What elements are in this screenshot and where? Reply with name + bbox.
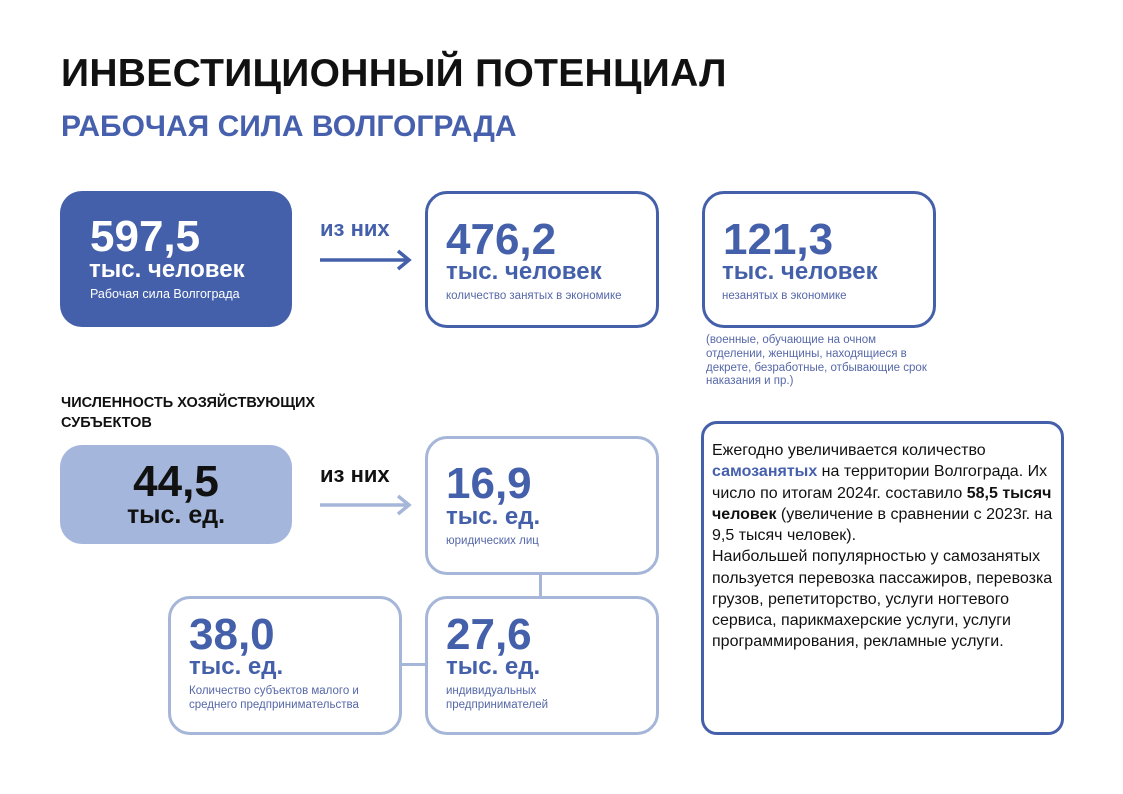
arrow-right-icon [318,493,414,517]
workforce-employed-value: 476,2 [446,215,557,264]
entities-legal-label: юридических лиц [446,535,539,547]
entities-individual-unit: тыс. ед. [446,653,541,680]
entities-section-title: ЧИСЛЕННОСТЬ ХОЗЯЙСТВУЮЩИХ СУБЪЕКТОВ [61,395,316,431]
arrow-right-icon [318,248,414,272]
workforce-unemployed-value: 121,3 [723,215,834,264]
page-subtitle: РАБОЧАЯ СИЛА ВОЛГОГРАДА [61,110,517,143]
self-employed-paragraph-2: Наибольшей популярностью у самозанятых пользуется перевозка пассажиров, перевозка грузов, репетиторство, услуги ногтевого сервиса, парикмахерские услуги, услуги программирования, рекламные услуги. [712,548,1053,651]
workforce-arrow-label: из них [320,216,390,241]
entities-individual-label: индивидуальных предпринимателей [446,685,549,711]
entities-legal-card [425,436,659,575]
self-employed-count: 58,5 тысяч человек [712,484,1052,523]
self-employed-highlight: самозанятых [712,463,818,481]
entities-arrow-label: из них [320,462,390,487]
entities-individual-card [425,596,659,735]
unemployed-note: (военные, обучающие на очном отделении, женщины, находящиеся в декрете, безработные, отбывающие срок наказания и пр.) [706,334,927,388]
entities-individual-value: 27,6 [446,610,532,659]
workforce-total-value: 597,5 [90,212,201,261]
entities-legal-unit: тыс. ед. [446,503,541,530]
workforce-employed-card [425,191,659,328]
connector-vertical [539,573,542,598]
entities-sme-unit: тыс. ед. [189,653,284,680]
workforce-employed-unit: тыс. человек [446,258,602,285]
workforce-total-label: Рабочая сила Волгограда [90,287,240,301]
workforce-total-card [60,191,292,327]
workforce-unemployed-card [702,191,936,328]
entities-total-unit: тыс. ед. [126,501,226,529]
entities-sme-value: 38,0 [189,610,275,659]
entities-legal-value: 16,9 [446,459,532,508]
self-employed-info-box [701,421,1064,735]
workforce-unemployed-label: незанятых в экономике [722,290,847,302]
page-title: ИНВЕСТИЦИОННЫЙ ПОТЕНЦИАЛ [61,52,727,95]
workforce-total-unit: тыс. человек [89,256,245,283]
entities-total-value: 44,5 [133,457,219,506]
self-employed-paragraph-1: Ежегодно увеличивается количество самозанятых на территории Волгограда. Их число по итогам 2024г. составило 58,5 тысяч человек (увеличение в сравнении с 2023г. на 9,5 тысяч человек). [712,442,1053,545]
entities-sme-card [168,596,402,735]
workforce-employed-label: количество занятых в экономике [446,290,622,302]
connector-horizontal [400,663,428,666]
entities-total-card [60,445,292,544]
entities-sme-label: Количество субъектов малого и среднего предпринимательства [189,685,359,711]
workforce-unemployed-unit: тыс. человек [722,258,878,285]
